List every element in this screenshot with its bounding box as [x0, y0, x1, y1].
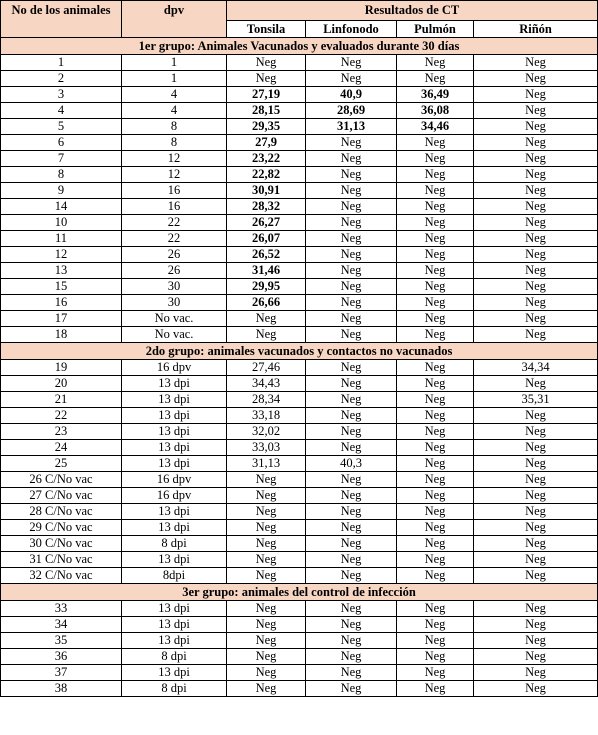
cell-tonsila: 23,22 [227, 151, 306, 167]
cell-animal-id: 34 [1, 617, 122, 633]
cell-animal-id: 22 [1, 408, 122, 424]
cell-tonsila: Neg [227, 504, 306, 520]
cell-animal-id: 25 [1, 456, 122, 472]
cell-linfonodo: Neg [306, 392, 397, 408]
cell-pulmon: Neg [397, 568, 474, 584]
cell-linfonodo: Neg [306, 520, 397, 536]
cell-linfonodo: Neg [306, 55, 397, 71]
table-row [1, 295, 598, 311]
cell-dpv: 16 dpv [122, 472, 227, 488]
cell-linfonodo: Neg [306, 536, 397, 552]
cell-animal-id: 36 [1, 649, 122, 665]
cell-rinon: Neg [474, 520, 598, 536]
cell-rinon: Neg [474, 55, 598, 71]
cell-dpv: 13 dpi [122, 440, 227, 456]
cell-animal-id: 15 [1, 279, 122, 295]
cell-linfonodo: Neg [306, 649, 397, 665]
cell-pulmon: Neg [397, 665, 474, 681]
table-row [1, 665, 598, 681]
cell-linfonodo: Neg [306, 665, 397, 681]
cell-rinon: Neg [474, 327, 598, 343]
cell-linfonodo: Neg [306, 633, 397, 649]
table-row [1, 617, 598, 633]
cell-dpv: 13 dpi [122, 408, 227, 424]
cell-pulmon: Neg [397, 392, 474, 408]
section-title: 2do grupo: animales vacunados y contactos no vacunados [1, 343, 598, 360]
cell-animal-id: 9 [1, 183, 122, 199]
cell-tonsila: Neg [227, 536, 306, 552]
cell-pulmon: Neg [397, 71, 474, 87]
header-animals: No de los animales [1, 1, 122, 38]
cell-tonsila: Neg [227, 472, 306, 488]
cell-animal-id: 7 [1, 151, 122, 167]
cell-dpv: 13 dpi [122, 376, 227, 392]
cell-linfonodo: Neg [306, 135, 397, 151]
table-row [1, 568, 598, 584]
cell-linfonodo: Neg [306, 167, 397, 183]
cell-dpv: 16 dpv [122, 360, 227, 376]
table-row [1, 504, 598, 520]
table-row [1, 183, 598, 199]
header-dpv: dpv [122, 1, 227, 38]
cell-rinon: Neg [474, 151, 598, 167]
table-row [1, 135, 598, 151]
cell-rinon: Neg [474, 568, 598, 584]
cell-linfonodo: Neg [306, 199, 397, 215]
cell-pulmon: Neg [397, 295, 474, 311]
cell-tonsila: Neg [227, 617, 306, 633]
cell-rinon: Neg [474, 472, 598, 488]
cell-rinon: Neg [474, 408, 598, 424]
cell-tonsila: Neg [227, 568, 306, 584]
cell-tonsila: 26,07 [227, 231, 306, 247]
cell-pulmon: Neg [397, 199, 474, 215]
table-row [1, 87, 598, 103]
cell-tonsila: Neg [227, 633, 306, 649]
cell-animal-id: 5 [1, 119, 122, 135]
cell-linfonodo: Neg [306, 71, 397, 87]
cell-rinon: Neg [474, 633, 598, 649]
cell-linfonodo: Neg [306, 424, 397, 440]
cell-rinon: Neg [474, 552, 598, 568]
header-pulmon: Pulmón [397, 21, 474, 38]
cell-dpv: 16 [122, 183, 227, 199]
section-row [1, 584, 598, 601]
table-row [1, 119, 598, 135]
cell-dpv: 1 [122, 71, 227, 87]
cell-dpv: 8 [122, 135, 227, 151]
cell-dpv: 13 dpi [122, 601, 227, 617]
cell-tonsila: 26,27 [227, 215, 306, 231]
cell-rinon: Neg [474, 424, 598, 440]
cell-pulmon: Neg [397, 488, 474, 504]
cell-pulmon: Neg [397, 327, 474, 343]
cell-linfonodo: Neg [306, 568, 397, 584]
cell-pulmon: Neg [397, 215, 474, 231]
cell-rinon: Neg [474, 681, 598, 697]
header-results-group: Resultados de CT [227, 1, 598, 21]
cell-animal-id: 23 [1, 424, 122, 440]
cell-animal-id: 38 [1, 681, 122, 697]
cell-pulmon: Neg [397, 279, 474, 295]
cell-rinon: Neg [474, 247, 598, 263]
cell-rinon: Neg [474, 263, 598, 279]
cell-linfonodo: 40,3 [306, 456, 397, 472]
table-row [1, 536, 598, 552]
cell-tonsila: 30,91 [227, 183, 306, 199]
cell-dpv: 13 dpi [122, 552, 227, 568]
table-row [1, 376, 598, 392]
table-row [1, 601, 598, 617]
cell-animal-id: 1 [1, 55, 122, 71]
cell-linfonodo: Neg [306, 408, 397, 424]
cell-dpv: 8 dpi [122, 536, 227, 552]
cell-pulmon: Neg [397, 167, 474, 183]
cell-pulmon: Neg [397, 263, 474, 279]
cell-dpv: 13 dpi [122, 633, 227, 649]
cell-dpv: 13 dpi [122, 424, 227, 440]
cell-tonsila: 27,19 [227, 87, 306, 103]
cell-dpv: 22 [122, 231, 227, 247]
cell-rinon: Neg [474, 295, 598, 311]
cell-pulmon: Neg [397, 456, 474, 472]
cell-linfonodo: Neg [306, 183, 397, 199]
cell-dpv: 13 dpi [122, 665, 227, 681]
cell-animal-id: 27 C/No vac [1, 488, 122, 504]
cell-animal-id: 35 [1, 633, 122, 649]
cell-rinon: Neg [474, 183, 598, 199]
cell-animal-id: 6 [1, 135, 122, 151]
cell-dpv: 4 [122, 87, 227, 103]
cell-pulmon: Neg [397, 681, 474, 697]
table-row [1, 408, 598, 424]
cell-linfonodo: Neg [306, 360, 397, 376]
cell-tonsila: 26,66 [227, 295, 306, 311]
cell-animal-id: 18 [1, 327, 122, 343]
cell-dpv: 16 [122, 199, 227, 215]
cell-dpv: 8 dpi [122, 649, 227, 665]
cell-animal-id: 16 [1, 295, 122, 311]
cell-rinon: Neg [474, 119, 598, 135]
cell-tonsila: 31,13 [227, 456, 306, 472]
cell-tonsila: 31,46 [227, 263, 306, 279]
cell-tonsila: 26,52 [227, 247, 306, 263]
cell-pulmon: Neg [397, 649, 474, 665]
cell-dpv: No vac. [122, 327, 227, 343]
cell-linfonodo: Neg [306, 488, 397, 504]
cell-animal-id: 19 [1, 360, 122, 376]
cell-animal-id: 30 C/No vac [1, 536, 122, 552]
cell-pulmon: Neg [397, 472, 474, 488]
cell-tonsila: Neg [227, 71, 306, 87]
cell-linfonodo: Neg [306, 151, 397, 167]
cell-dpv: 22 [122, 215, 227, 231]
table-row [1, 424, 598, 440]
cell-pulmon: Neg [397, 601, 474, 617]
cell-tonsila: Neg [227, 55, 306, 71]
header-tonsila: Tonsila [227, 21, 306, 38]
cell-animal-id: 8 [1, 167, 122, 183]
cell-rinon: Neg [474, 440, 598, 456]
table-row [1, 279, 598, 295]
cell-animal-id: 37 [1, 665, 122, 681]
cell-rinon: Neg [474, 617, 598, 633]
table-row [1, 231, 598, 247]
cell-animal-id: 26 C/No vac [1, 472, 122, 488]
cell-tonsila: Neg [227, 488, 306, 504]
cell-pulmon: Neg [397, 360, 474, 376]
cell-rinon: Neg [474, 665, 598, 681]
cell-linfonodo: Neg [306, 327, 397, 343]
cell-pulmon: Neg [397, 151, 474, 167]
cell-pulmon: Neg [397, 617, 474, 633]
cell-dpv: 8 dpi [122, 681, 227, 697]
section-title: 3er grupo: animales del control de infección [1, 584, 598, 601]
cell-animal-id: 11 [1, 231, 122, 247]
table-row [1, 520, 598, 536]
cell-linfonodo: Neg [306, 552, 397, 568]
cell-tonsila: 29,35 [227, 119, 306, 135]
cell-animal-id: 21 [1, 392, 122, 408]
cell-pulmon: Neg [397, 552, 474, 568]
cell-rinon: Neg [474, 231, 598, 247]
table-row [1, 392, 598, 408]
cell-animal-id: 28 C/No vac [1, 504, 122, 520]
cell-rinon: Neg [474, 504, 598, 520]
section-row [1, 343, 598, 360]
cell-animal-id: 14 [1, 199, 122, 215]
cell-rinon: 35,31 [474, 392, 598, 408]
cell-tonsila: Neg [227, 649, 306, 665]
cell-dpv: 13 dpi [122, 520, 227, 536]
table-row [1, 456, 598, 472]
cell-animal-id: 4 [1, 103, 122, 119]
cell-rinon: 34,34 [474, 360, 598, 376]
table-row [1, 440, 598, 456]
cell-rinon: Neg [474, 601, 598, 617]
header-rinon: Riñón [474, 21, 598, 38]
table-row [1, 360, 598, 376]
table-row [1, 488, 598, 504]
cell-pulmon: Neg [397, 183, 474, 199]
header-linfonodo: Linfonodo [306, 21, 397, 38]
cell-linfonodo: Neg [306, 247, 397, 263]
cell-tonsila: Neg [227, 552, 306, 568]
cell-linfonodo: 40,9 [306, 87, 397, 103]
cell-dpv: 4 [122, 103, 227, 119]
cell-tonsila: 22,82 [227, 167, 306, 183]
cell-animal-id: 24 [1, 440, 122, 456]
cell-dpv: 13 dpi [122, 617, 227, 633]
cell-pulmon: Neg [397, 135, 474, 151]
cell-animal-id: 29 C/No vac [1, 520, 122, 536]
cell-tonsila: Neg [227, 665, 306, 681]
cell-tonsila: 28,15 [227, 103, 306, 119]
cell-rinon: Neg [474, 649, 598, 665]
cell-animal-id: 31 C/No vac [1, 552, 122, 568]
cell-animal-id: 33 [1, 601, 122, 617]
cell-linfonodo: Neg [306, 440, 397, 456]
table-row [1, 327, 598, 343]
cell-dpv: 12 [122, 151, 227, 167]
cell-linfonodo: Neg [306, 279, 397, 295]
cell-animal-id: 3 [1, 87, 122, 103]
cell-dpv: 8dpi [122, 568, 227, 584]
cell-dpv: 1 [122, 55, 227, 71]
cell-pulmon: Neg [397, 520, 474, 536]
cell-tonsila: 32,02 [227, 424, 306, 440]
cell-tonsila: 28,32 [227, 199, 306, 215]
cell-pulmon: Neg [397, 424, 474, 440]
table-row [1, 681, 598, 697]
cell-tonsila: Neg [227, 311, 306, 327]
cell-rinon: Neg [474, 135, 598, 151]
cell-dpv: 30 [122, 295, 227, 311]
cell-tonsila: 29,95 [227, 279, 306, 295]
cell-pulmon: Neg [397, 247, 474, 263]
cell-pulmon: 36,08 [397, 103, 474, 119]
table-row [1, 247, 598, 263]
cell-tonsila: 34,43 [227, 376, 306, 392]
cell-rinon: Neg [474, 376, 598, 392]
cell-animal-id: 10 [1, 215, 122, 231]
cell-animal-id: 13 [1, 263, 122, 279]
table-row [1, 633, 598, 649]
cell-rinon: Neg [474, 311, 598, 327]
table-row [1, 649, 598, 665]
cell-tonsila: 27,9 [227, 135, 306, 151]
cell-rinon: Neg [474, 103, 598, 119]
cell-animal-id: 20 [1, 376, 122, 392]
section-row [1, 38, 598, 55]
cell-tonsila: Neg [227, 601, 306, 617]
cell-dpv: 8 [122, 119, 227, 135]
cell-linfonodo: 31,13 [306, 119, 397, 135]
cell-pulmon: 36,49 [397, 87, 474, 103]
table-row [1, 263, 598, 279]
cell-rinon: Neg [474, 279, 598, 295]
cell-rinon: Neg [474, 167, 598, 183]
section-title: 1er grupo: Animales Vacunados y evaluados durante 30 días [1, 38, 598, 55]
cell-pulmon: Neg [397, 408, 474, 424]
cell-linfonodo: Neg [306, 376, 397, 392]
cell-pulmon: Neg [397, 311, 474, 327]
cell-pulmon: Neg [397, 231, 474, 247]
table-row [1, 472, 598, 488]
cell-pulmon: Neg [397, 536, 474, 552]
cell-linfonodo: Neg [306, 617, 397, 633]
cell-rinon: Neg [474, 71, 598, 87]
cell-animal-id: 2 [1, 71, 122, 87]
cell-rinon: Neg [474, 488, 598, 504]
cell-linfonodo: Neg [306, 311, 397, 327]
cell-dpv: 16 dpv [122, 488, 227, 504]
cell-rinon: Neg [474, 215, 598, 231]
cell-dpv: 26 [122, 247, 227, 263]
cell-pulmon: Neg [397, 440, 474, 456]
cell-dpv: 13 dpi [122, 392, 227, 408]
table-row [1, 55, 598, 71]
cell-tonsila: Neg [227, 520, 306, 536]
cell-rinon: Neg [474, 536, 598, 552]
cell-dpv: 13 dpi [122, 456, 227, 472]
cell-linfonodo: Neg [306, 295, 397, 311]
cell-rinon: Neg [474, 456, 598, 472]
table-row [1, 552, 598, 568]
cell-linfonodo: Neg [306, 215, 397, 231]
cell-pulmon: Neg [397, 55, 474, 71]
table-row [1, 71, 598, 87]
cell-animal-id: 32 C/No vac [1, 568, 122, 584]
cell-animal-id: 12 [1, 247, 122, 263]
table-body [1, 38, 598, 697]
cell-pulmon: Neg [397, 376, 474, 392]
table-row [1, 151, 598, 167]
cell-linfonodo: Neg [306, 231, 397, 247]
cell-dpv: 12 [122, 167, 227, 183]
cell-linfonodo: Neg [306, 472, 397, 488]
cell-rinon: Neg [474, 199, 598, 215]
cell-rinon: Neg [474, 87, 598, 103]
table-row [1, 199, 598, 215]
table-row [1, 167, 598, 183]
cell-linfonodo: Neg [306, 601, 397, 617]
cell-linfonodo: 28,69 [306, 103, 397, 119]
cell-tonsila: 27,46 [227, 360, 306, 376]
cell-dpv: No vac. [122, 311, 227, 327]
cell-pulmon: 34,46 [397, 119, 474, 135]
table-row [1, 103, 598, 119]
cell-pulmon: Neg [397, 504, 474, 520]
table-header [1, 1, 598, 38]
cell-tonsila: 33,03 [227, 440, 306, 456]
cell-tonsila: Neg [227, 681, 306, 697]
cell-animal-id: 17 [1, 311, 122, 327]
cell-dpv: 13 dpi [122, 504, 227, 520]
cell-dpv: 30 [122, 279, 227, 295]
cell-linfonodo: Neg [306, 263, 397, 279]
cell-pulmon: Neg [397, 633, 474, 649]
cell-linfonodo: Neg [306, 681, 397, 697]
cell-linfonodo: Neg [306, 504, 397, 520]
cell-tonsila: 28,34 [227, 392, 306, 408]
cell-tonsila: Neg [227, 327, 306, 343]
cell-dpv: 26 [122, 263, 227, 279]
cell-tonsila: 33,18 [227, 408, 306, 424]
table-row [1, 215, 598, 231]
table-row [1, 311, 598, 327]
